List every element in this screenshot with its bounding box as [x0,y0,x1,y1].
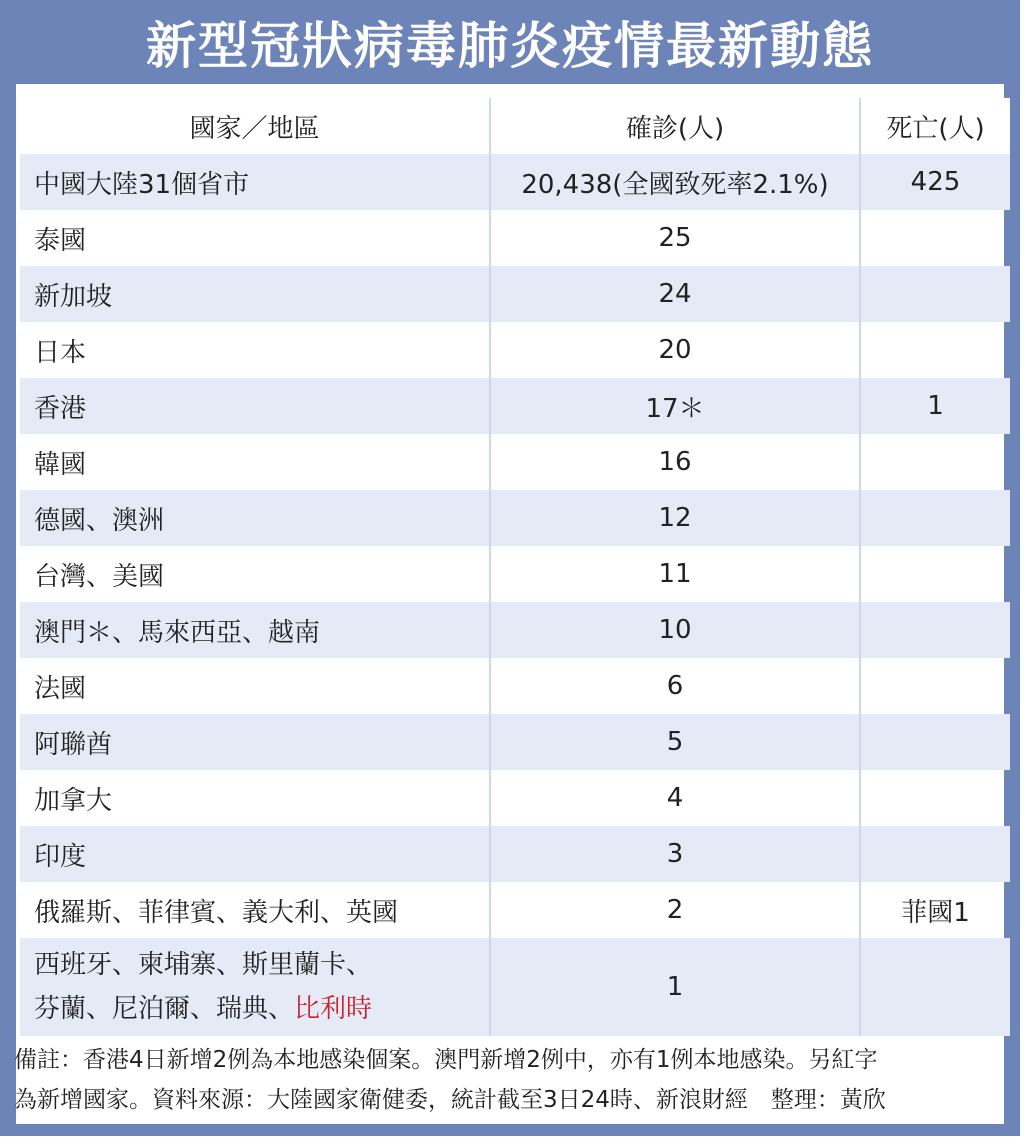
region-line-1: 西班牙、柬埔寨、斯里蘭卡、 [34,950,373,980]
confirmed-cell: 17＊ [490,378,860,434]
table-row [20,210,1010,266]
confirmed-cell: 6 [490,658,860,714]
header-region: 國家／地區 [20,98,490,154]
table-row [20,770,1010,826]
deaths-cell: 菲國1 [860,882,1010,938]
deaths-cell [860,938,1010,1036]
region-cell [20,938,490,1036]
confirmed-cell: 10 [490,602,860,658]
deaths-cell [860,770,1010,826]
confirmed-cell: 25 [490,210,860,266]
region-cell: 中國大陸31個省市 [20,154,490,210]
table-row [20,266,1010,322]
region-cell: 新加坡 [20,266,490,322]
table-row [20,714,1010,770]
deaths-cell [860,434,1010,490]
cases-table [20,98,1010,1036]
region-line-2: 芬蘭、尼泊爾、瑞典、 [34,994,295,1024]
confirmed-cell: 12 [490,490,860,546]
region-cell: 俄羅斯、菲律賓、義大利、英國 [34,897,399,928]
region-cell: 德國、澳洲 [20,490,490,546]
table-row [20,546,1010,602]
deaths-cell: 1 [860,378,1010,434]
region-cell: 印度 [20,826,490,882]
deaths-cell [860,210,1010,266]
table-row [20,434,1010,490]
region-cell: 加拿大 [34,785,113,816]
footnote-line-1: 備註：香港4日新增2例為本地感染個案。澳門新增2例中，亦有1例本地感染。另紅字 [14,1047,878,1073]
footnote-line-2: 為新增國家。資料來源：大陸國家衛健委，統計截至3日24時、新浪財經 整理：黃欣 [14,1087,886,1113]
confirmed-cell: 11 [490,546,860,602]
deaths-cell: 425 [860,154,1010,210]
region-cell: 香港 [20,378,490,434]
confirmed-cell: 4 [490,770,860,826]
table-header-row [20,98,1010,154]
deaths-cell [860,490,1010,546]
table-panel [16,84,1004,1124]
region-cell: 台灣、美國 [34,561,165,592]
confirmed-cell: 5 [490,714,860,770]
table-row [20,154,1010,210]
confirmed-cell: 16 [490,434,860,490]
region-cell: 泰國 [34,225,87,256]
confirmed-cell: 3 [490,826,860,882]
region-cell: 阿聯酋 [20,714,490,770]
table-row [20,938,1010,1036]
confirmed-cell: 1 [490,938,860,1036]
page-title: 新型冠狀病毒肺炎疫情最新動態 [146,17,874,75]
table-row [20,826,1010,882]
region-cell: 澳門＊、馬來西亞、越南 [20,602,490,658]
table-row [20,322,1010,378]
confirmed-cell: 20,438(全國致死率2.1%) [490,154,860,210]
header-deaths: 死亡(人) [860,98,1010,154]
deaths-cell [860,546,1010,602]
confirmed-cell: 20 [490,322,860,378]
table-row [20,658,1010,714]
table-row [20,378,1010,434]
region-cell: 日本 [34,337,87,368]
deaths-cell [860,714,1010,770]
deaths-cell [860,658,1010,714]
region-cell: 法國 [34,673,87,704]
deaths-cell [860,826,1010,882]
confirmed-cell: 24 [490,266,860,322]
header-confirmed: 確診(人) [490,98,860,154]
deaths-cell [860,322,1010,378]
deaths-cell [860,266,1010,322]
footnote [14,1040,1006,1120]
confirmed-cell: 2 [490,882,860,938]
region-cell: 韓國 [34,449,87,480]
new-country-highlight: 比利時 [294,994,373,1024]
deaths-cell [860,602,1010,658]
table-row [20,882,1010,938]
table-row [20,602,1010,658]
table-row [20,490,1010,546]
